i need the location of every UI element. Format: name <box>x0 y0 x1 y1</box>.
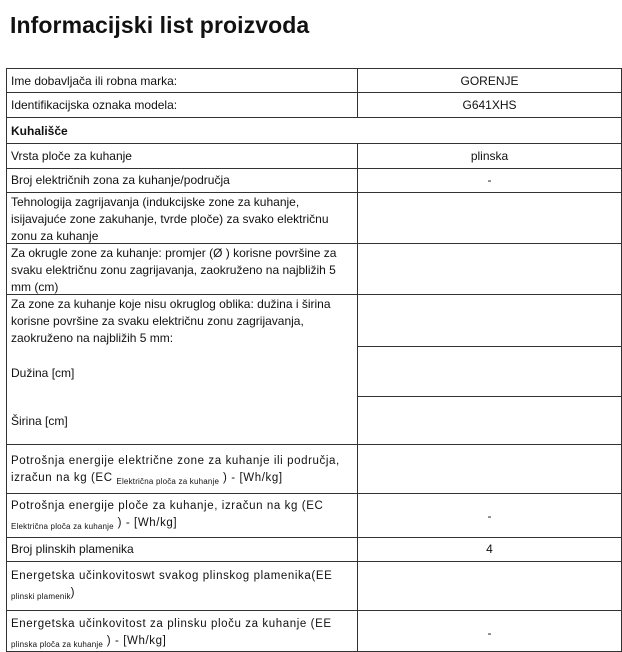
zone-energy-subscript: Električna ploča za kuhanje <box>116 477 220 486</box>
page-title: Informacijski list proizvoda <box>10 12 310 38</box>
heating-technology-label-text: Tehnologija zagrijavanja (indukcijske zone za kuhanje, isijavajuće zone zakuhanje, tvrde ploče) za svako električnu zonu za kuhanje <box>11 195 329 243</box>
non-round-zones-blank <box>357 294 622 347</box>
burners-label-text: Broj plinskih plamenika <box>11 542 134 556</box>
gas-hob-efficiency-value <box>357 610 622 652</box>
hob-energy-subscript: Električna ploča za kuhanje <box>11 522 114 531</box>
hob-type-label-text: Vrsta ploče za kuhanje <box>11 149 132 163</box>
gas-hob-efficiency-unit: ) - [Wh/kg] <box>106 635 167 647</box>
model-label <box>6 92 358 118</box>
burners-value <box>357 537 622 562</box>
hob-energy-label <box>6 493 358 538</box>
model-value-text: G641XHS <box>462 98 517 112</box>
hob-energy-unit: ) - [Wh/kg] <box>117 517 178 529</box>
round-zones-label <box>6 243 358 295</box>
burner-efficiency-label <box>6 561 358 611</box>
zones-count-label-text: Broj električnih zona za kuhanje/područja <box>11 173 230 187</box>
width-label <box>11 414 68 428</box>
burner-efficiency-unit: ) <box>70 587 76 599</box>
section-heading-text: Kuhališče <box>11 124 68 138</box>
hob-energy-value <box>357 493 622 538</box>
hob-type-value-text: plinska <box>470 149 509 163</box>
burner-efficiency-label-text: Energetska učinkovitoswt svakog plinskog plamenika(EE <box>11 570 333 582</box>
zone-energy-value <box>357 444 622 494</box>
length-value <box>357 346 622 397</box>
burners-label <box>6 537 358 562</box>
gas-hob-efficiency-label <box>6 610 358 652</box>
burner-efficiency-subscript: plinski plamenik <box>11 592 71 601</box>
heating-technology-value <box>357 192 622 244</box>
zone-energy-label <box>6 444 358 494</box>
section-heading <box>6 117 622 144</box>
supplier-value-text: GORENJE <box>460 74 519 88</box>
model-value <box>357 92 622 118</box>
zones-count-value <box>357 168 622 193</box>
round-zones-value <box>357 243 622 295</box>
burners-value-text: 4 <box>486 542 493 556</box>
width-value <box>357 396 622 445</box>
supplier-value <box>357 68 622 93</box>
length-label-text: Dužina [cm] <box>11 366 75 380</box>
heating-technology-label <box>6 192 358 244</box>
supplier-label-text: Ime dobavljača ili robna marka: <box>11 74 178 88</box>
burner-efficiency-value <box>357 561 622 611</box>
model-label-text: Identifikacijska oznaka modela: <box>11 98 178 112</box>
supplier-label <box>6 68 358 93</box>
width-label-text: Širina [cm] <box>11 414 68 428</box>
round-zones-label-text: Za okrugle zone za kuhanje: promjer (Ø ) korisne površine za svaku električnu zonu zagrijavanja, zaokruženo na najbližih 5 mm (cm) <box>11 246 337 294</box>
gas-hob-efficiency-subscript: plinska ploča za kuhanje <box>11 640 103 649</box>
non-round-zones-label-text: Za zone za kuhanje koje nisu okruglog oblika: dužina i širina korisne površine za svaku električnu zonu zagrijavanja, zaokruženo na najbližih 5 mm: <box>11 297 331 345</box>
zone-energy-unit: ) - [Wh/kg] <box>223 472 283 484</box>
zones-count-value-text: - <box>487 173 492 187</box>
hob-energy-label-text: Potrošnja energije ploče za kuhanje, izračun na kg (EC <box>11 500 324 512</box>
gas-hob-efficiency-label-text: Energetska učinkovitost za plinsku ploču za kuhanje (EE <box>11 618 332 630</box>
hob-type-value <box>357 143 622 169</box>
hob-type-label <box>6 143 358 169</box>
zones-count-label <box>6 168 358 193</box>
gas-hob-efficiency-value-text: - <box>487 626 492 640</box>
length-label <box>11 366 74 380</box>
hob-energy-value-text: - <box>487 509 492 523</box>
zone-energy-label-text: Potrošnja energije električne zone za kuhanje ili područja, izračun na kg (EC <box>11 455 340 484</box>
